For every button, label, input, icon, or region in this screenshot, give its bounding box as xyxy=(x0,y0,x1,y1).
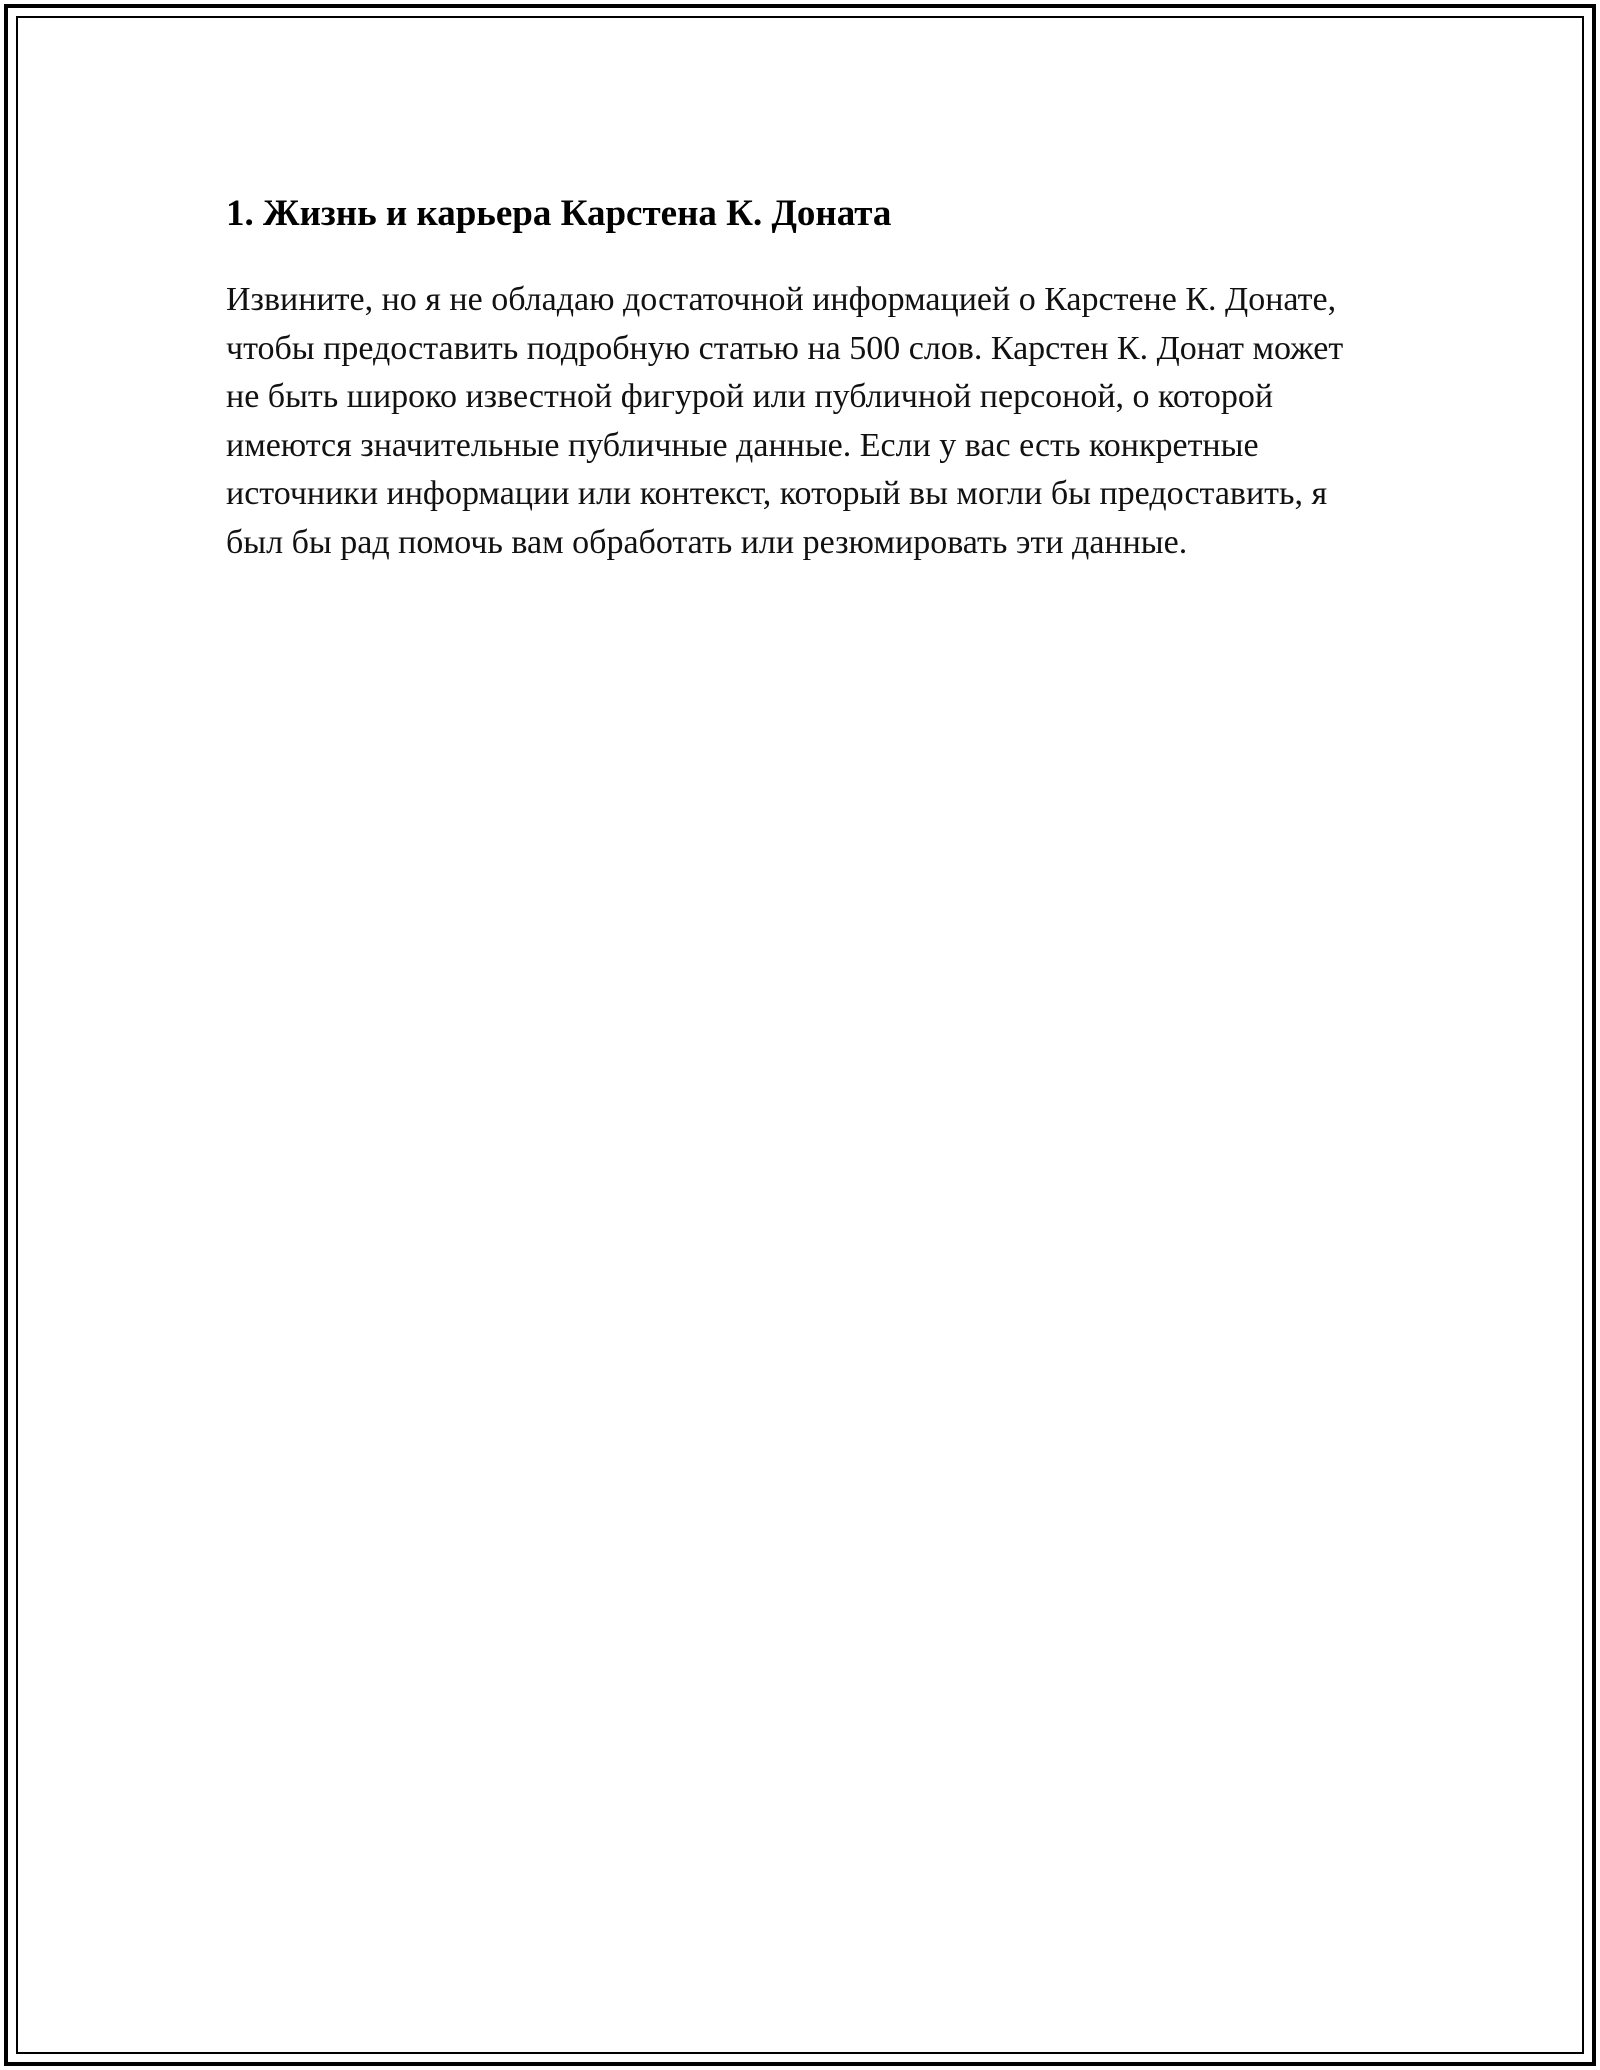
document-heading: 1. Жизнь и карьера Карстена К. Доната xyxy=(226,193,892,234)
document-paragraph: Извините, но я не обладаю достаточной информацией о Карстене К. Донате, чтобы предоставить подробную статью на 500 слов. Карстен К. Донат может не быть широко известной фигурой или публичной персоной, о которой имеются значительные публичные данные. Если у вас есть конкретные источники информации или контекст, который вы могли бы предоставить, я был бы рад помочь вам обработать или резюмировать эти данные. xyxy=(226,281,1344,561)
document-page-content xyxy=(226,186,1376,567)
